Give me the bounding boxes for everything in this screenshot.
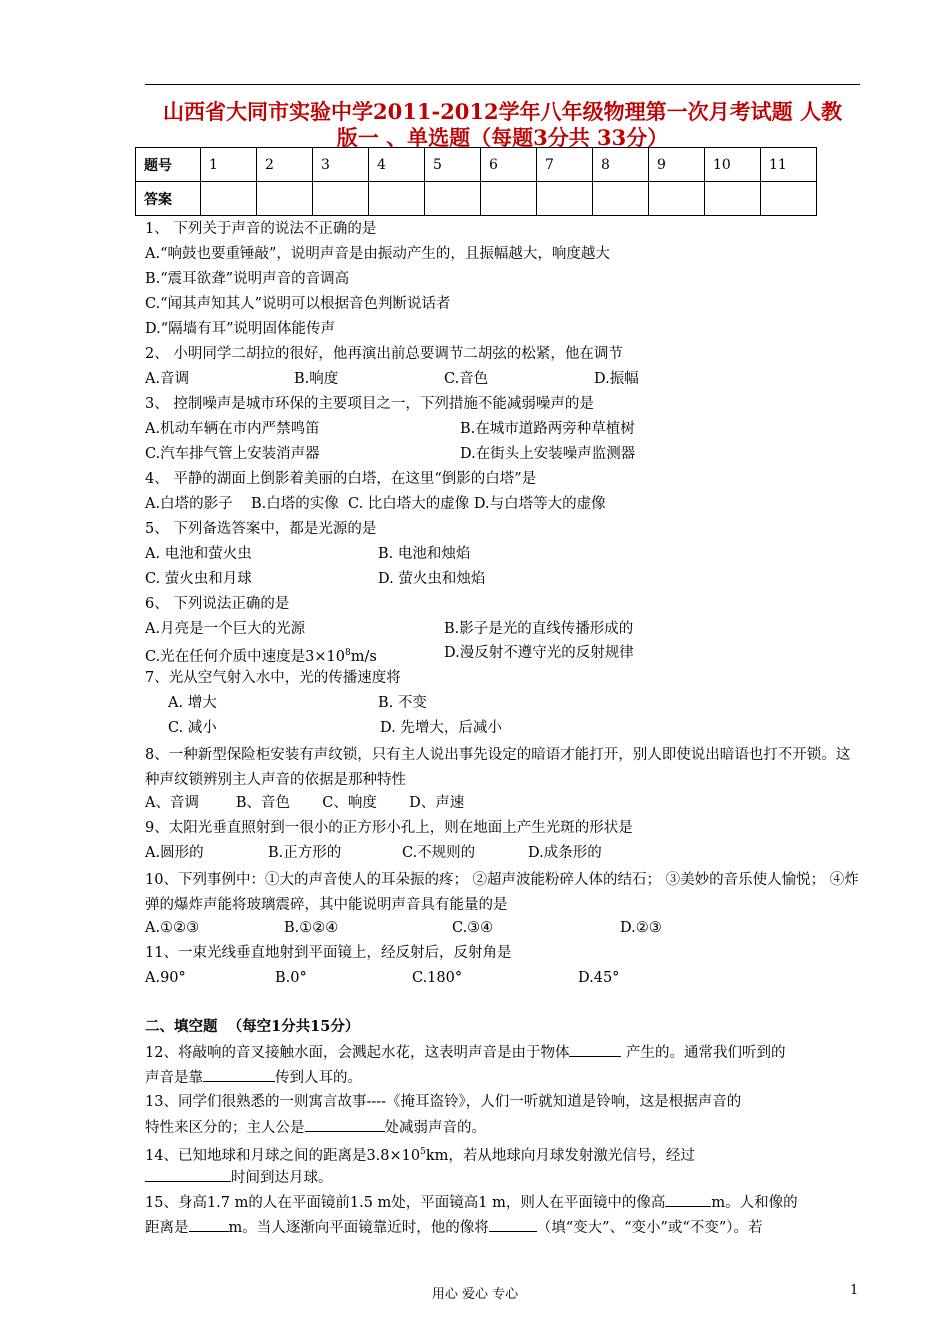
question-4: 4、 平静的湖面上倒影着美丽的白塔，在这里“倒影的白塔”是 xyxy=(145,471,537,487)
question-7: 7、光从空气射入水中，光的传播速度将 xyxy=(145,670,401,686)
question-15-line1 xyxy=(145,1192,798,1213)
answer-cell[interactable] xyxy=(649,182,705,216)
answer-cell[interactable] xyxy=(761,182,817,216)
question-3: 3、 控制噪声是城市环保的主要项目之一，下列措施不能减弱噪声的是 xyxy=(145,396,594,412)
q6-option-b: B.影子是光的直线传播形成的 xyxy=(444,621,634,637)
answer-cell[interactable] xyxy=(593,182,649,216)
q12-blank-1[interactable] xyxy=(569,1042,621,1057)
q2-option-d: D.振幅 xyxy=(594,371,639,387)
question-14-line2 xyxy=(145,1167,333,1188)
q14-exponent: 5 xyxy=(420,1147,426,1157)
answer-cell[interactable] xyxy=(369,182,425,216)
q6c-exponent: 8 xyxy=(345,648,351,658)
question-number-cell: 9 xyxy=(649,148,705,182)
question-number-cell: 3 xyxy=(313,148,369,182)
q5-option-c: C. 萤火虫和月球 xyxy=(145,571,252,587)
q9-option-c: C.不规则的 xyxy=(402,845,476,861)
question-12-line2 xyxy=(145,1067,362,1088)
q6c-text: C.光在任何介质中速度是3×10 xyxy=(145,648,346,665)
q1-option-a: A.“响鼓也要重锤敲”，说明声音是由振动产生的，且振幅越大，响度越大 xyxy=(145,246,610,262)
question-number-cell: 6 xyxy=(481,148,537,182)
q6-option-c xyxy=(145,643,377,667)
question-14-line1 xyxy=(145,1142,695,1166)
question-number-cell: 1 xyxy=(201,148,257,182)
page-footer: 用心 爱心 专心 xyxy=(431,1287,519,1302)
q12-blank-2[interactable] xyxy=(203,1067,275,1082)
question-number-cell: 11 xyxy=(761,148,817,182)
q15-text-c: 距离是 xyxy=(145,1220,189,1236)
q11-option-b: B.0° xyxy=(275,970,307,986)
question-number-cell: 2 xyxy=(257,148,313,182)
answer-cell[interactable] xyxy=(257,182,313,216)
q9-option-a: A.圆形的 xyxy=(145,845,204,861)
q13-text-b: 特性来区分的；主人公是 xyxy=(145,1120,305,1136)
q5-option-d: D. 萤火虫和烛焰 xyxy=(378,571,486,587)
q10-option-d: D.②③ xyxy=(620,920,662,936)
q7-option-b: B. 不变 xyxy=(378,695,427,711)
q10-option-a: A.①②③ xyxy=(145,920,200,936)
table-row xyxy=(136,148,817,182)
q3-option-d: D.在街头上安装噪声监测器 xyxy=(460,446,636,462)
q15-text-d: m。当人逐渐向平面镜靠近时，他的像将 xyxy=(228,1220,489,1236)
q3-option-b: B.在城市道路两旁种草植树 xyxy=(460,421,635,437)
question-number-cell: 5 xyxy=(425,148,481,182)
q10-option-b: B.①②④ xyxy=(284,920,339,936)
q12-text-b: 产生的。通常我们听到的 xyxy=(621,1045,786,1061)
q15-blank-3[interactable] xyxy=(489,1217,537,1232)
q10-option-c: C.③④ xyxy=(452,920,494,936)
table-row xyxy=(136,182,817,216)
q15-blank-2[interactable] xyxy=(189,1217,229,1232)
question-1: 1、 下列关于声音的说法不正确的是 xyxy=(145,221,377,237)
q11-option-d: D.45° xyxy=(578,970,620,986)
q5-option-a: A. 电池和萤火虫 xyxy=(145,546,252,562)
q13-blank-2[interactable] xyxy=(305,1117,385,1132)
q9-option-b: B.正方形的 xyxy=(268,845,342,861)
q1-option-d: D.“隔墙有耳”说明固体能传声 xyxy=(145,321,336,337)
question-15-line2 xyxy=(145,1217,762,1238)
q6-option-a: A.月亮是一个巨大的光源 xyxy=(145,621,306,637)
q12-text-c: 声音是靠 xyxy=(145,1070,203,1086)
question-9: 9、太阳光垂直照射到一很小的正方形小孔上，则在地面上产生光斑的形状是 xyxy=(145,820,633,836)
question-11: 11、一束光线垂直地射到平面镜上，经反射后，反射角是 xyxy=(145,945,512,961)
q3-option-a: A.机动车辆在市内严禁鸣笛 xyxy=(145,421,320,437)
q2-option-b: B.响度 xyxy=(294,371,339,387)
q7-option-d: D. 先增大，后减小 xyxy=(380,720,502,736)
q11-option-a: A.90° xyxy=(145,970,186,986)
q6c-unit: m/s xyxy=(350,648,377,665)
answer-cell[interactable] xyxy=(425,182,481,216)
table-header-question-number: 题号 xyxy=(136,148,201,182)
q7-option-c: C. 减小 xyxy=(168,720,217,736)
header-rule xyxy=(145,84,860,85)
question-13-line1: 13、同学们很熟悉的一则寓言故事----《掩耳盗铃》，人们一听就知道是铃响，这是根据声音的 xyxy=(145,1094,742,1110)
q2-option-a: A.音调 xyxy=(145,371,190,387)
question-number-cell: 10 xyxy=(705,148,761,182)
q1-option-c: C.“闻其声知其人”说明可以根据音色判断说话者 xyxy=(145,296,451,312)
q6-option-d: D.漫反射不遵守光的反射规律 xyxy=(444,645,634,661)
q1-option-b: B.“震耳欲聋”说明声音的音调高 xyxy=(145,271,350,287)
exam-title-line2: 版一 、单选题（每题3分共 33分） xyxy=(336,125,669,150)
q14-blank[interactable] xyxy=(145,1167,231,1182)
question-6: 6、 下列说法正确的是 xyxy=(145,596,290,612)
question-number-cell: 7 xyxy=(537,148,593,182)
q14-text-c: 时间到达月球。 xyxy=(231,1170,333,1186)
q14-text-b: km，若从地球向月球发射激光信号，经过 xyxy=(425,1147,695,1164)
q4-options: A.白塔的影子 B.白塔的实像 C. 比白塔大的虚像 D.与白塔等大的虚像 xyxy=(145,496,606,512)
question-8: 8、一种新型保险柜安装有声纹锁，只有主人说出事先设定的暗语才能打开，别人即使说出暗语也打不开锁。这种声纹锁辨别主人声音的依据是那种特性 xyxy=(145,747,851,788)
answer-cell[interactable] xyxy=(201,182,257,216)
question-number-cell: 8 xyxy=(593,148,649,182)
answer-cell[interactable] xyxy=(481,182,537,216)
q3-option-c: C.汽车排气管上安装消声器 xyxy=(145,446,320,462)
table-header-answer: 答案 xyxy=(136,182,201,216)
question-2: 2、 小明同学二胡拉的很好，他再演出前总要调节二胡弦的松紧，他在调节 xyxy=(145,346,623,362)
answer-cell[interactable] xyxy=(705,182,761,216)
answer-cell[interactable] xyxy=(313,182,369,216)
question-number-cell: 4 xyxy=(369,148,425,182)
q15-text-e: （填“变大”、“变小”或“不变”）。若 xyxy=(536,1220,763,1236)
q11-option-c: C.180° xyxy=(412,970,463,986)
q12-text-a: 12、将敲响的音叉接触水面，会溅起水花，这表明声音是由于物体 xyxy=(145,1045,570,1061)
q2-option-c: C.音色 xyxy=(444,371,489,387)
q14-text-a: 14、已知地球和月球之间的距离是3.8×10 xyxy=(145,1147,421,1164)
page-number: 1 xyxy=(850,1283,859,1298)
q13-text-c: 处减弱声音的。 xyxy=(384,1120,486,1136)
q12-text-d: 传到人耳的。 xyxy=(275,1070,362,1086)
q5-option-b: B. 电池和烛焰 xyxy=(378,546,471,562)
q15-text-a: 15、身高1.7 m的人在平面镜前1.5 m处，平面镜高1 m，则人在平面镜中的像高 xyxy=(145,1195,666,1211)
q9-option-d: D.成条形的 xyxy=(528,845,602,861)
question-12-line1 xyxy=(145,1042,786,1063)
q15-text-b: m。人和像的 xyxy=(711,1195,798,1211)
question-5: 5、 下列备选答案中，都是光源的是 xyxy=(145,521,377,537)
answer-table xyxy=(135,147,817,216)
answer-cell[interactable] xyxy=(537,182,593,216)
q15-blank-1[interactable] xyxy=(665,1192,711,1207)
section-2-heading: 二、填空题 （每空1分共15分） xyxy=(145,1018,360,1035)
q8-options: A、音调 B、音色 C、响度 D、声速 xyxy=(145,795,465,811)
exam-title-line1: 山西省大同市实验中学2011-2012学年八年级物理第一次月考试题 人教 xyxy=(163,99,842,124)
question-13-line2 xyxy=(145,1117,486,1138)
q7-option-a: A. 增大 xyxy=(168,695,217,711)
question-10: 10、下列事例中：①大的声音使人的耳朵振的疼； ②超声波能粉碎人体的结石； ③美妙的音乐使人愉悦； ④炸弹的爆炸声能将玻璃震碎，其中能说明声音具有能量的是 xyxy=(145,872,859,913)
